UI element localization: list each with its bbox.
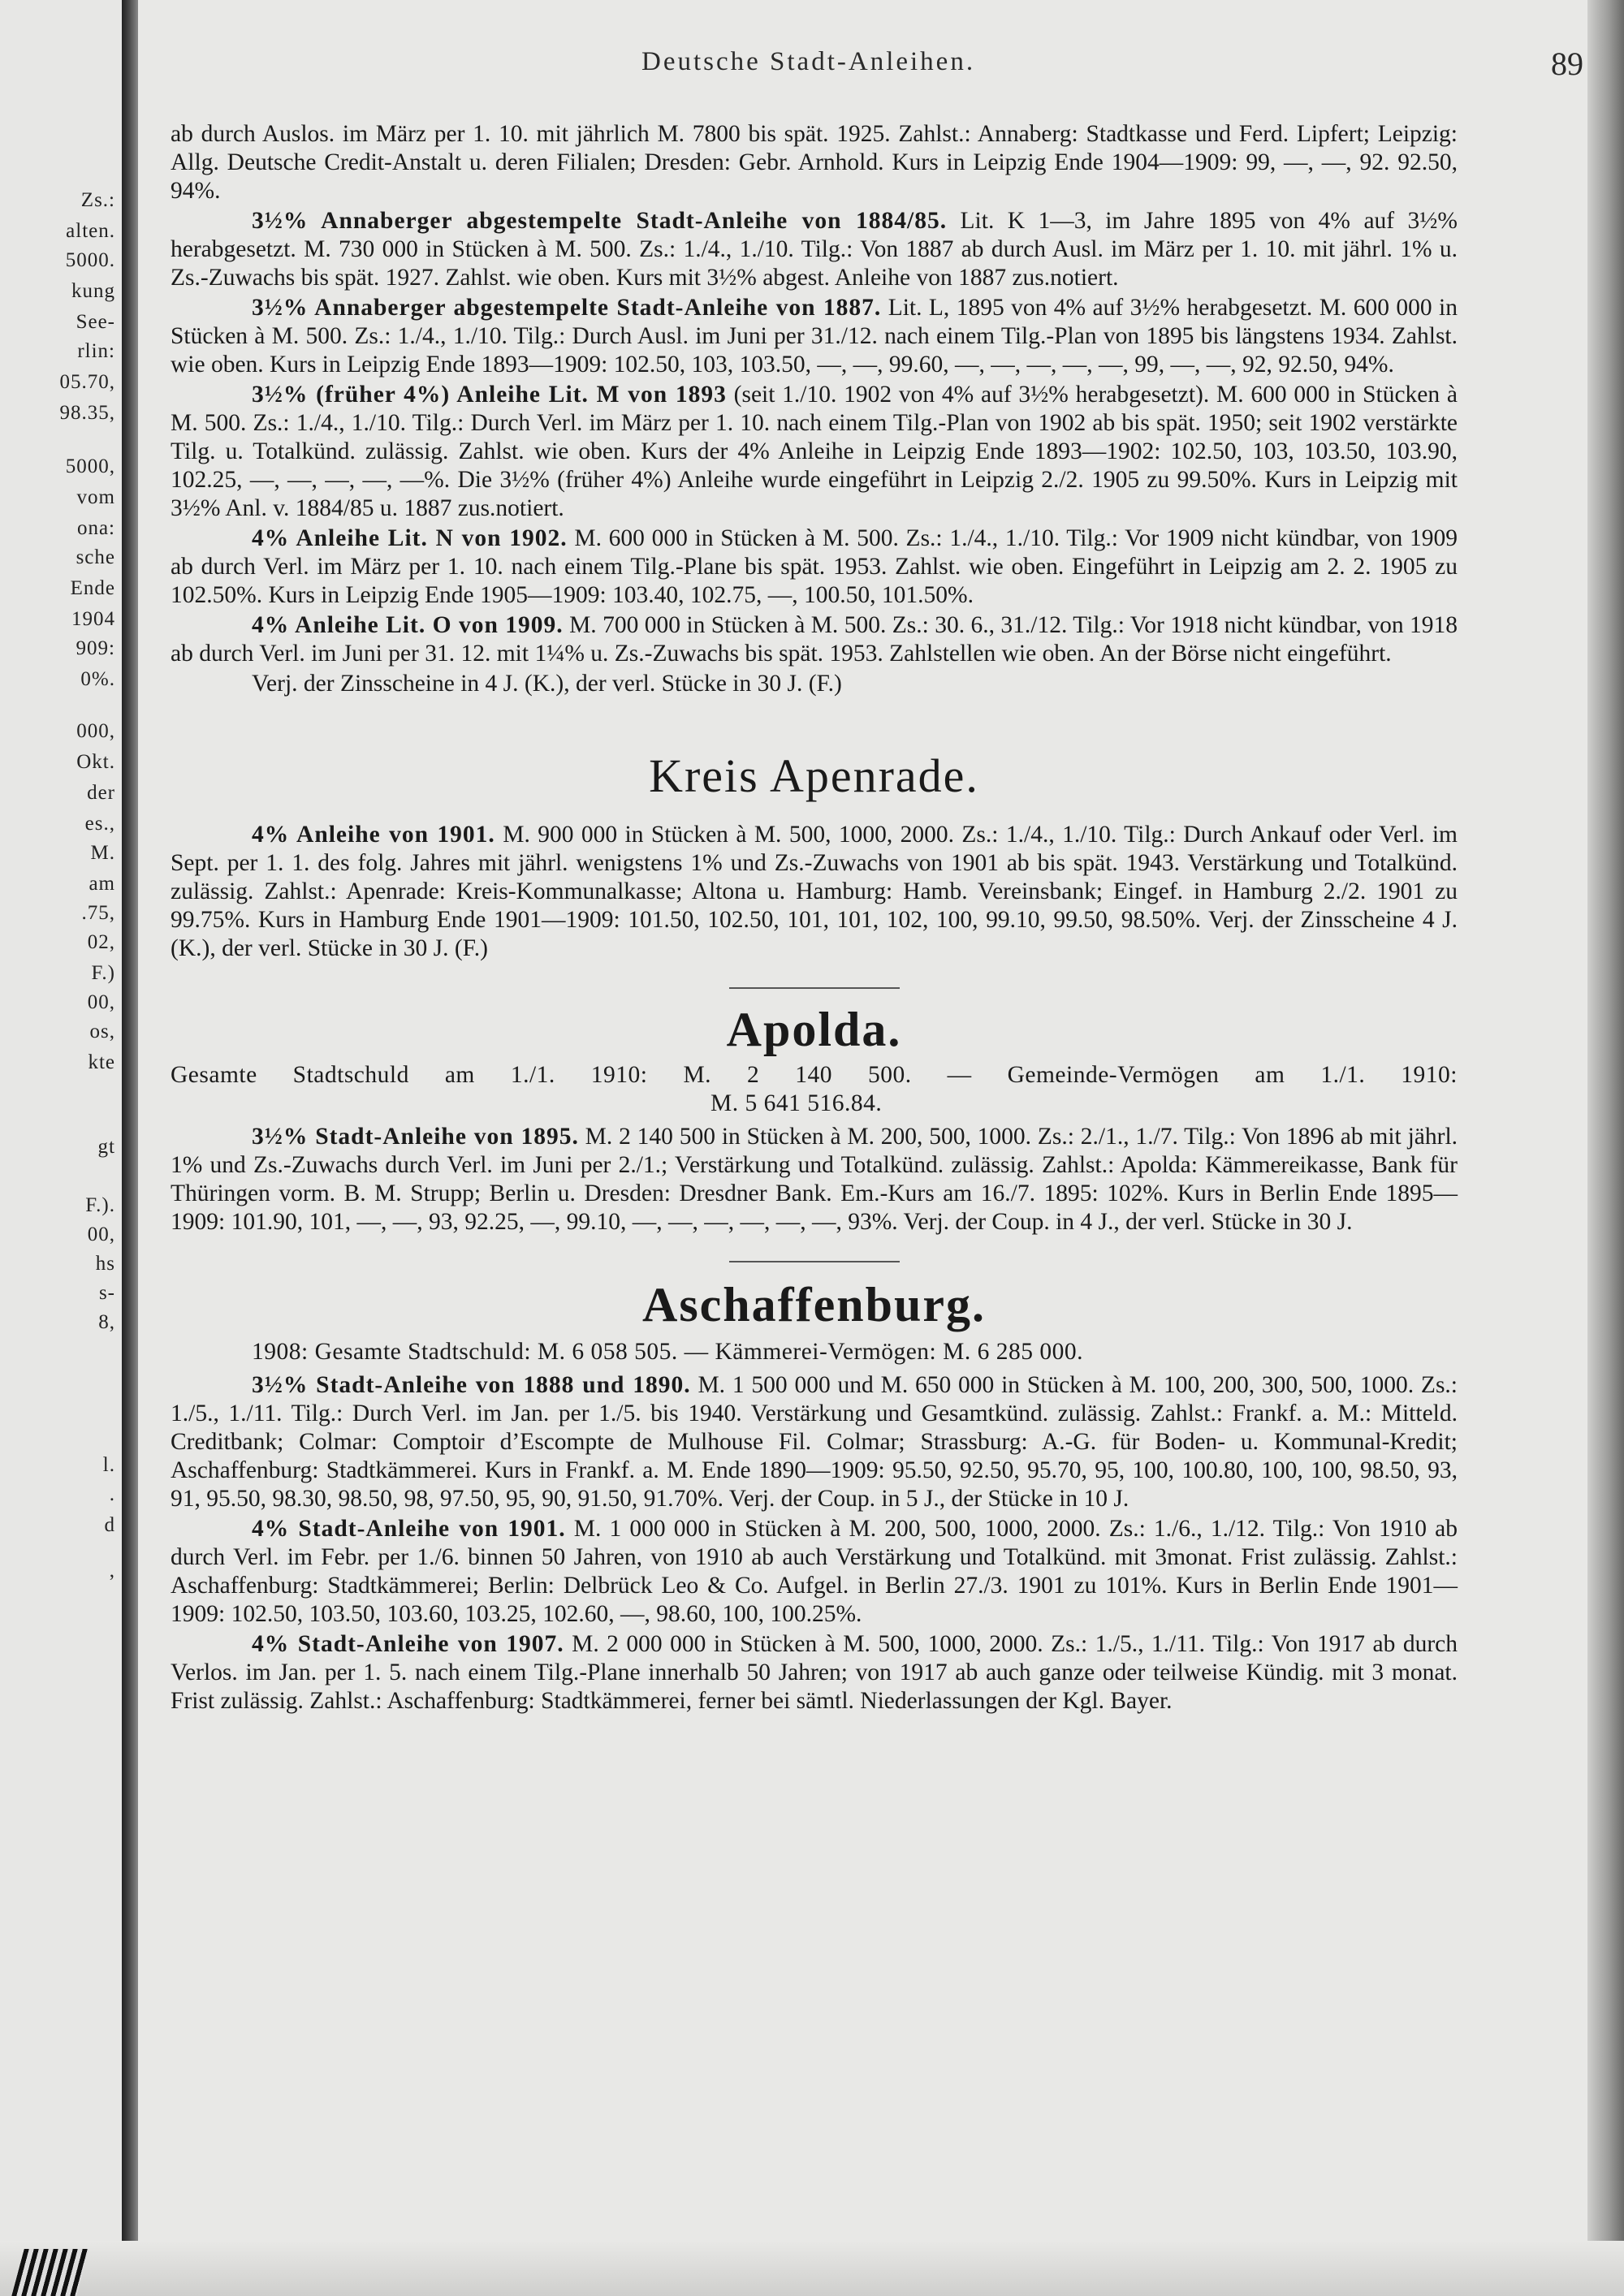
apenrade-loan-1901 (171, 821, 1458, 963)
apolda-loan-1895 (171, 1123, 1458, 1236)
loan-text: M. 600 000 in Stücken à M. 500. Zs.: 1./4., 1./10. Tilg.: Vor 1909 nicht kündbar, von 1909 ab durch Verl. im März per 1. 10. nach einem Tilg.-Plane bis spät. 1953. Zahlst. wie oben. Eingeführt in Leipzig am 2. 2. 1905 zu 102.50%. Kurs in Leipzig Ende 1905—1909: 103.40, 102.75, —, 100.50, 101.50%. (171, 525, 1458, 608)
loan-heading: 3½% Annaberger abgestempelte Stadt-Anleihe von 1884/85. (252, 208, 948, 234)
previous-page-fragment: s- (98, 1282, 115, 1304)
page-number: 89 (1551, 45, 1583, 82)
previous-page-fragment: Zs.: (80, 189, 115, 211)
previous-page-fragment: gt (97, 1136, 115, 1158)
previous-page-fragment: Ende (70, 577, 115, 599)
previous-page-fragment: 0%. (80, 668, 115, 690)
loan-text: M. 2 000 000 in Stücken à M. 500, 1000, 2000. Zs.: 1./5., 1./11. Tilg.: Von 1917 ab durch Verlos. im Jan. per 1. 5. nach einem Tilg.-Plane innerhalb 50 Jahren; von 1917 ab auch ganze oder teilweise Kündig. mit 3 monat. Frist zulässig. Zahlst.: Aschaffenburg: Stadtkämmerei, ferner bei sämtl. Niederlassungen der Kgl. Bayer. (171, 1631, 1458, 1714)
previous-page-margin (0, 0, 122, 2296)
previous-page-fragment: 00, (87, 1224, 115, 1245)
binding-clip (11, 2249, 89, 2296)
summary-line: M. 5 641 516.84. (710, 1090, 883, 1116)
annaberg-verjaehrung (171, 670, 1458, 698)
summary-line: 1908: Gesamte Stadtschuld: M. 6 058 505. — Kämmerei-Vermögen: M. 6 285 000. (252, 1339, 1083, 1365)
loan-text: Lit. K 1—3, im Jahre 1895 von 4% auf 3½% herabgesetzt. M. 730 000 in Stücken à M. 500. Zs.: 1./4., 1./10. Tilg.: Von 1887 ab durch Ausl. im März per 1. 10. mit jährl. 1% u. Zs.-Zuwachs bis spät. 1927. Zahlst. wie oben. Kurs mit 3½% abgest. Anleihe von 1887 zus.notiert. (171, 208, 1458, 291)
previous-page-fragment: 5000, (65, 455, 115, 477)
previous-page-fragment: .75, (81, 902, 115, 924)
previous-page-fragment: 8, (98, 1311, 115, 1333)
previous-page-fragment: l. (102, 1454, 115, 1476)
apolda-summary (171, 1061, 1458, 1118)
previous-page-fragment: Okt. (76, 751, 115, 773)
previous-page-fragment: See- (76, 311, 115, 333)
page-bottom-edge (0, 2241, 1624, 2296)
paragraph-text: Verj. der Zinsscheine in 4 J. (K.), der verl. Stücke in 30 J. (F.) (252, 671, 842, 697)
aschaffenburg-loan-1901 (171, 1515, 1458, 1629)
loan-heading: 4% Anleihe Lit. N von 1902. (252, 525, 568, 551)
section-divider (729, 1261, 900, 1262)
annaberg-loan-lit-o (171, 611, 1458, 668)
previous-page-fragment: 00, (87, 991, 115, 1013)
annaberg-loan-1884 (171, 207, 1458, 292)
previous-page-fragment: M. (90, 842, 115, 864)
loan-text: M. 900 000 in Stücken à M. 500, 1000, 2000. Zs.: 1./4., 1./10. Tilg.: Durch Ankauf oder Verl. im Sept. per 1. 1. des folg. Jahres mit jährl. wenigstens 1% und Zs.-Zuwachs von 1901 ab bis spät. 1943. Verstärkung und Totalkünd. zulässig. Zahlst.: Apenrade: Kreis-Kommunalkasse; Altona u. Hamburg: Hamb. Vereinsbank; Eingef. in Hamburg 2./2. 1901 zu 99.75%. Kurs in Hamburg Ende 1901—1909: 101.50, 102.50, 101, 101, 102, 100, 99.10, 99.50, 98.50%. Verj. der Zinsscheine 4 J. (K.), der verl. Stücke in 30 J. (F.) (171, 822, 1458, 961)
previous-page-fragment: es., (84, 813, 115, 835)
loan-heading: 3½% (früher 4%) Anleihe Lit. M von 1893 (252, 382, 727, 408)
previous-page-fragment: vom (76, 486, 115, 508)
previous-page-fragment: , (109, 1560, 115, 1582)
book-gutter (122, 0, 138, 2296)
previous-page-fragment: sche (76, 546, 115, 568)
previous-page-fragment: os, (89, 1021, 115, 1042)
loan-heading: 3½% Stadt-Anleihe von 1888 und 1890. (252, 1372, 691, 1398)
loan-heading: 4% Stadt-Anleihe von 1907. (252, 1631, 564, 1657)
previous-page-fragment: 1904 (71, 608, 115, 630)
loan-heading: 4% Anleihe von 1901. (252, 822, 495, 848)
previous-page-fragment: ona: (76, 517, 115, 539)
annaberg-loan-1887 (171, 294, 1458, 379)
loan-text: (seit 1./10. 1902 von 4% auf 3½% herabgesetzt). M. 600 000 in Stücken à M. 500. Zs.: 1./4., 1./10. Tilg.: Durch Verl. im März per 1. 10. nach einem Tilg.-Plan von 1902 ab bis spät. 1950; seit 1902 verstärkte Tilg. u. Totalkünd. zulässig. Zahlst. wie oben. Kurs der 4% Anleihe in Leipzig Ende 1893—1902: 102.50, 103, 103.50, 103.90, 102.25, —, —, —, —, —%. Die 3½% (früher 4%) Anleihe wurde eingeführt in Leipzig 2./2. 1905 zu 99.50%. Kurs in Leipzig mit 3½% Anl. v. 1884/85 u. 1887 zus.notiert. (171, 382, 1458, 521)
previous-page-fragment: kung (71, 280, 115, 302)
previous-page-fragment: 05.70, (59, 371, 115, 393)
paragraph-text: ab durch Auslos. im März per 1. 10. mit jährlich M. 7800 bis spät. 1925. Zahlst.: Annaberg: Stadtkasse und Ferd. Lipfert; Leipzig: Allg. Deutsche Credit-Anstalt u. deren Filialen; Dresden: Gebr. Arnhold. Kurs in Leipzig Ende 1904—1909: 99, —, —, 92. 92.50, 94%. (171, 121, 1458, 204)
loan-heading: 4% Stadt-Anleihe von 1901. (252, 1516, 566, 1542)
previous-page-fragment: 98.35, (59, 402, 115, 424)
annaberg-loan-lit-m (171, 381, 1458, 523)
page-content (171, 120, 1458, 1717)
previous-page-fragment: rlin: (77, 340, 115, 362)
section-title-apolda: Apolda. (726, 1003, 902, 1056)
section-title-apenrade: Kreis Apenrade. (649, 749, 979, 802)
loan-heading: 3½% Annaberger abgestempelte Stadt-Anleihe von 1887. (252, 295, 882, 321)
loan-heading: 4% Anleihe Lit. O von 1909. (252, 612, 564, 638)
loan-text: M. 1 000 000 in Stücken à M. 200, 500, 1000, 2000. Zs.: 1./6., 1./12. Tilg.: Von 1910 ab durch Verl. im Febr. per 1./6. binnen 50 Jahren, von 1910 ab auch Verstärkung und Totalkünd. mit 3monat. Frist zulässig. Zahlst.: Aschaffenburg: Stadtkämmerei; Berlin: Delbrück Leo & Co. Aufgel. in Berlin 27./3. 1901 zu 101%. Kurs in Berlin Ende 1901—1909: 102.50, 103.50, 103.60, 103.25, 102.60, —, 98.60, 100, 100.25%. (171, 1516, 1458, 1627)
loan-text: M. 2 140 500 in Stücken à M. 200, 500, 1000. Zs.: 2./1., 1./7. Tilg.: Von 1896 ab mit jährl. 1% und Zs.-Zuwachs durch Verl. im Juni per 2./1.; Verstärkung und Totalkünd. zulässig. Zahlst.: Apolda: Kämmereikasse, Bank für Thüringen vorm. B. M. Strupp; Berlin u. Dresden: Dresdner Bank. Em.-Kurs am 16./7. 1895: 102%. Kurs in Berlin Ende 1895—1909: 101.90, 101, —, —, 93, 92.25, —, 99.10, —, —, —, —, —, —, 93%. Verj. der Coup. in 4 J., der verl. Stücke in 30 J. (171, 1124, 1458, 1235)
aschaffenburg-summary (171, 1338, 1458, 1366)
section-title-aschaffenburg: Aschaffenburg. (641, 1278, 986, 1331)
previous-page-fragment: . (109, 1483, 115, 1505)
previous-page-fragment: alten. (66, 220, 115, 242)
running-head: Deutsche Stadt-Anleihen. (641, 47, 976, 76)
previous-page-fragment: d (104, 1514, 115, 1536)
previous-page-fragment: 02, (87, 931, 115, 953)
loan-text: Lit. L, 1895 von 4% auf 3½% herabgesetzt. M. 600 000 in Stücken à M. 500. Zs.: 1./4., 1./10. Tilg.: Durch Ausl. im Juni per 31./12. nach einem Tilg.-Plan von 1895 bis längstens 1934. Zahlst. wie oben. Kurs in Leipzig Ende 1893—1909: 102.50, 103, 103.50, —, —, 99.60, —, —, —, —, —, 99, —, —, 92, 92.50, 94%. (171, 295, 1458, 378)
book-page (138, 0, 1600, 2296)
aschaffenburg-loan-1907 (171, 1630, 1458, 1716)
previous-page-fragment: der (87, 782, 115, 804)
previous-page-fragment: 000, (76, 720, 115, 742)
previous-page-fragment: F.). (85, 1194, 115, 1216)
section-divider (729, 987, 900, 989)
loan-heading: 3½% Stadt-Anleihe von 1895. (252, 1124, 579, 1150)
previous-page-fragment: hs (95, 1253, 115, 1275)
aschaffenburg-loan-1888 (171, 1371, 1458, 1513)
previous-page-fragment: am (89, 873, 115, 895)
previous-page-fragment: 909: (76, 637, 115, 659)
annaberg-loan-lit-n (171, 524, 1458, 610)
summary-line: Gesamte Stadtschuld am 1./1. 1910: M. 2 140 500. — Gemeinde-Vermögen am 1./1. 1910: (171, 1062, 1458, 1088)
annaberg-paragraph (171, 120, 1458, 205)
previous-page-fragment: F.) (91, 962, 115, 984)
previous-page-fragment: 5000. (65, 249, 115, 271)
previous-page-fragment: kte (88, 1051, 115, 1073)
page-edge-shadow (1587, 0, 1624, 2296)
loan-text: M. 1 500 000 und M. 650 000 in Stücken à M. 100, 200, 300, 500, 1000. Zs.: 1./5., 1./11. Tilg.: Durch Verl. im Jan. per 1./5. bis 1940. Verstärkung und Gesamtkünd. zulässig. Zahlst.: Frankf. a. M.: Mitteld. Creditbank; Colmar: Comptoir d’Escompte de Mulhouse Fil. Colmar; Strassburg: A.-G. für Boden- u. Kommunal-Kredit; Aschaffenburg: Stadtkämmerei. Kurs in Frankf. a. M. Ende 1890—1909: 95.50, 92.50, 95.70, 95, 100, 100.80, 100, 100, 98.50, 93, 91, 95.50, 98.30, 98.50, 98, 97.50, 95, 90, 91.50, 91.70%. Verj. der Coup. in 5 J., der Stücke in 10 J. (171, 1372, 1458, 1512)
loan-text: M. 700 000 in Stücken à M. 500. Zs.: 30. 6., 31./12. Tilg.: Vor 1918 nicht kündbar, von 1918 ab durch Verl. im Juni per 31. 12. mit 1¼% u. Zs.-Zuwachs bis spät. 1953. Zahlstellen wie oben. An der Börse nicht eingeführt. (171, 612, 1458, 667)
